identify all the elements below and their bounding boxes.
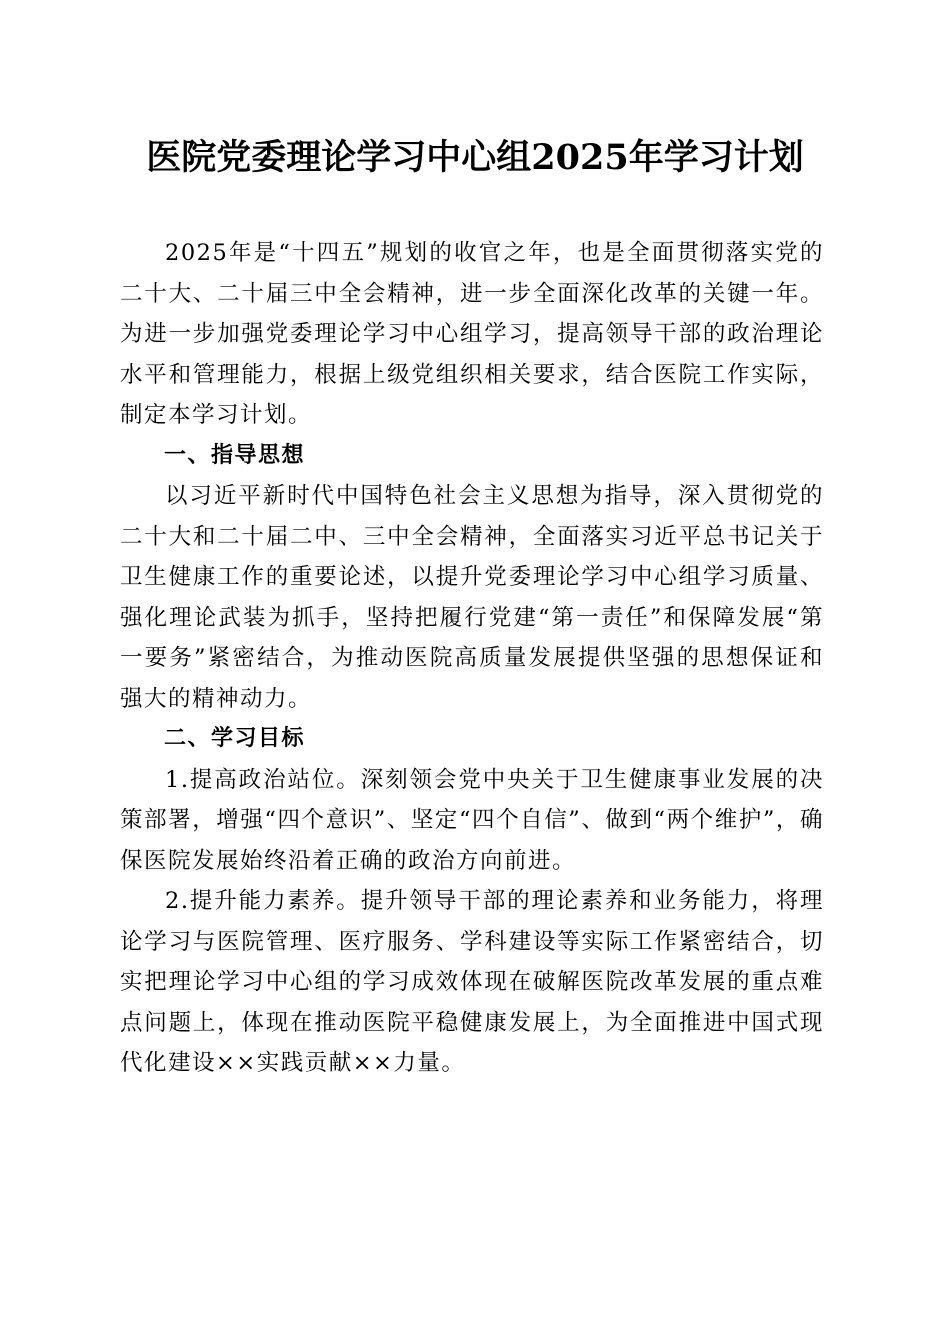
document-title: 医院党委理论学习中心组2025年学习计划 [146, 137, 804, 178]
guiding-thought-paragraph: 以习近平新时代中国特色社会主义思想为指导，深入贯彻党的二十大和二十届二中、三中全会精神，全面落实习近平总书记关于卫生健康工作的重要论述，以提升党委理论学习中心组学习质量、强化理论武装为抓手，坚持把履行党建“第一责任”和保障发展“第一要务”紧密结合，为推动医院高质量发展提供坚强的思想保证和强大的精神动力。 [120, 483, 824, 712]
section-heading-guiding-thought: 一、指导思想 [164, 442, 306, 468]
section-heading-learning-goals: 二、学习目标 [164, 726, 306, 751]
goal-item-2: 2.提升能力素养。提升领导干部的理论素养和业务能力，将理论学习与医院管理、医疗服务、学科建设等实际工作紧密结合，切实把理论学习中心组的学习成效体现在破解医院改革发展的重点难点问题上，体现在推动医院平稳健康发展上，为全面推进中国式现代化建设××实践贡献××力量。 [120, 888, 824, 1076]
document-body [120, 233, 824, 1084]
intro-paragraph: 2025年是“十四五”规划的收官之年，也是全面贯彻落实党的二十大、二十届三中全会精神，进一步全面深化改革的关键一年。为进一步加强党委理论学习中心组学习，提高领导干部的政治理论水平和管理能力，根据上级党组织相关要求，结合医院工作实际，制定本学习计划。 [120, 240, 824, 428]
goal-item-1: 1.提高政治站位。深刻领会党中央关于卫生健康事业发展的决策部署，增强“四个意识”、坚定“四个自信”、做到“两个维护”，确保医院发展始终沿着正确的政治方向前进。 [120, 766, 824, 874]
